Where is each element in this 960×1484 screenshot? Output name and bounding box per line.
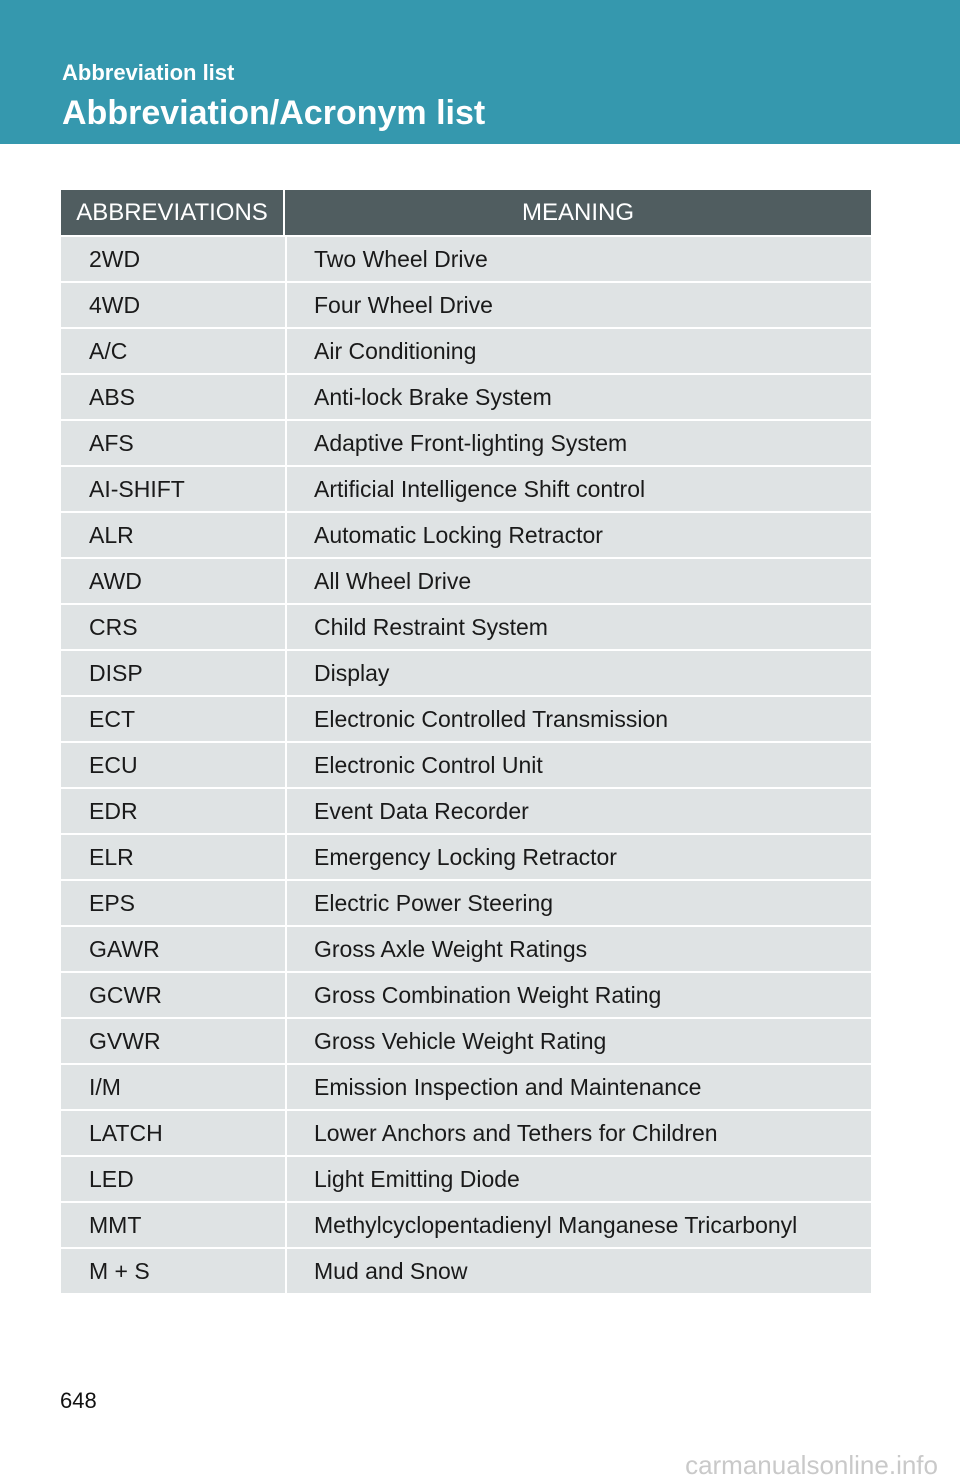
meaning-cell: Gross Vehicle Weight Rating	[314, 1027, 607, 1054]
meaning-cell: Lower Anchors and Tethers for Children	[314, 1119, 718, 1146]
abbreviation-cell: LATCH	[61, 1111, 287, 1155]
table-row	[61, 557, 871, 603]
table-row	[61, 1247, 871, 1293]
meaning-cell: Electronic Controlled Transmission	[314, 705, 669, 732]
abbreviation-cell: GVWR	[61, 1019, 287, 1063]
table-row	[61, 695, 871, 741]
meaning-cell: Emission Inspection and Maintenance	[314, 1073, 702, 1100]
meaning-cell: Mud and Snow	[314, 1257, 468, 1284]
table-row	[61, 1109, 871, 1155]
meaning-cell: Electronic Control Unit	[314, 751, 543, 778]
meaning-cell: Air Conditioning	[314, 337, 477, 364]
abbreviation-cell: GAWR	[61, 927, 287, 971]
page-number: 648	[60, 1388, 97, 1413]
meaning-cell: Adaptive Front-lighting System	[314, 429, 628, 456]
abbreviation-cell: A/C	[61, 329, 287, 373]
abbreviation-cell: M + S	[61, 1249, 287, 1293]
meaning-cell: Two Wheel Drive	[314, 245, 488, 272]
table-header	[61, 190, 871, 235]
abbreviation-cell: EPS	[61, 881, 287, 925]
abbreviation-cell: 4WD	[61, 283, 287, 327]
watermark: carmanualsonline.info	[685, 1450, 938, 1480]
meaning-cell: Light Emitting Diode	[314, 1165, 520, 1192]
table-row	[61, 1017, 871, 1063]
table-row	[61, 833, 871, 879]
column-header-meaning: MEANING	[521, 198, 634, 226]
meaning-cell: Gross Axle Weight Ratings	[314, 935, 588, 962]
table-row	[61, 1155, 871, 1201]
meaning-cell: Emergency Locking Retractor	[314, 843, 617, 870]
page-header	[0, 0, 960, 144]
table-row	[61, 511, 871, 557]
abbreviation-cell: DISP	[61, 651, 287, 695]
meaning-cell: Event Data Recorder	[314, 797, 529, 824]
meaning-cell: Display	[314, 659, 390, 686]
table-row	[61, 649, 871, 695]
meaning-cell: Electric Power Steering	[314, 889, 554, 916]
page-title: Abbreviation/Acronym list	[62, 94, 486, 132]
abbreviation-cell: ELR	[61, 835, 287, 879]
abbreviation-table	[61, 190, 871, 1293]
table-row	[61, 971, 871, 1017]
abbreviation-cell: AFS	[61, 421, 287, 465]
abbreviation-cell: GCWR	[61, 973, 287, 1017]
table-row	[61, 281, 871, 327]
table-row	[61, 879, 871, 925]
abbreviation-cell: 2WD	[61, 237, 287, 281]
table-row	[61, 925, 871, 971]
abbreviation-cell: I/M	[61, 1065, 287, 1109]
abbreviation-cell: ABS	[61, 375, 287, 419]
table-row	[61, 1063, 871, 1109]
abbreviation-cell: MMT	[61, 1203, 287, 1247]
table-body	[61, 235, 871, 1293]
table-row	[61, 419, 871, 465]
meaning-cell: Artificial Intelligence Shift control	[314, 475, 646, 502]
table-row	[61, 373, 871, 419]
meaning-cell: Child Restraint System	[314, 613, 548, 640]
table-row	[61, 465, 871, 511]
meaning-cell: Gross Combination Weight Rating	[314, 981, 662, 1008]
table-row	[61, 603, 871, 649]
abbreviation-cell: AI-SHIFT	[61, 467, 287, 511]
table-row	[61, 741, 871, 787]
abbreviation-cell: CRS	[61, 605, 287, 649]
meaning-cell: All Wheel Drive	[314, 567, 472, 594]
abbreviation-cell: LED	[61, 1157, 287, 1201]
section-title: Abbreviation list	[62, 60, 235, 85]
abbreviation-cell: ECT	[61, 697, 287, 741]
abbreviation-cell: EDR	[61, 789, 287, 833]
table-row	[61, 235, 871, 281]
table-row	[61, 327, 871, 373]
abbreviation-cell: ECU	[61, 743, 287, 787]
table-row	[61, 1201, 871, 1247]
abbreviation-cell: AWD	[61, 559, 287, 603]
column-header-abbreviations: ABBREVIATIONS	[61, 190, 285, 235]
meaning-cell: Four Wheel Drive	[314, 291, 493, 318]
abbreviation-cell: ALR	[61, 513, 287, 557]
meaning-cell: Methylcyclopentadienyl Manganese Tricarbonyl	[314, 1211, 798, 1238]
meaning-cell: Automatic Locking Retractor	[314, 521, 603, 548]
table-row	[61, 787, 871, 833]
meaning-cell: Anti-lock Brake System	[314, 383, 552, 410]
